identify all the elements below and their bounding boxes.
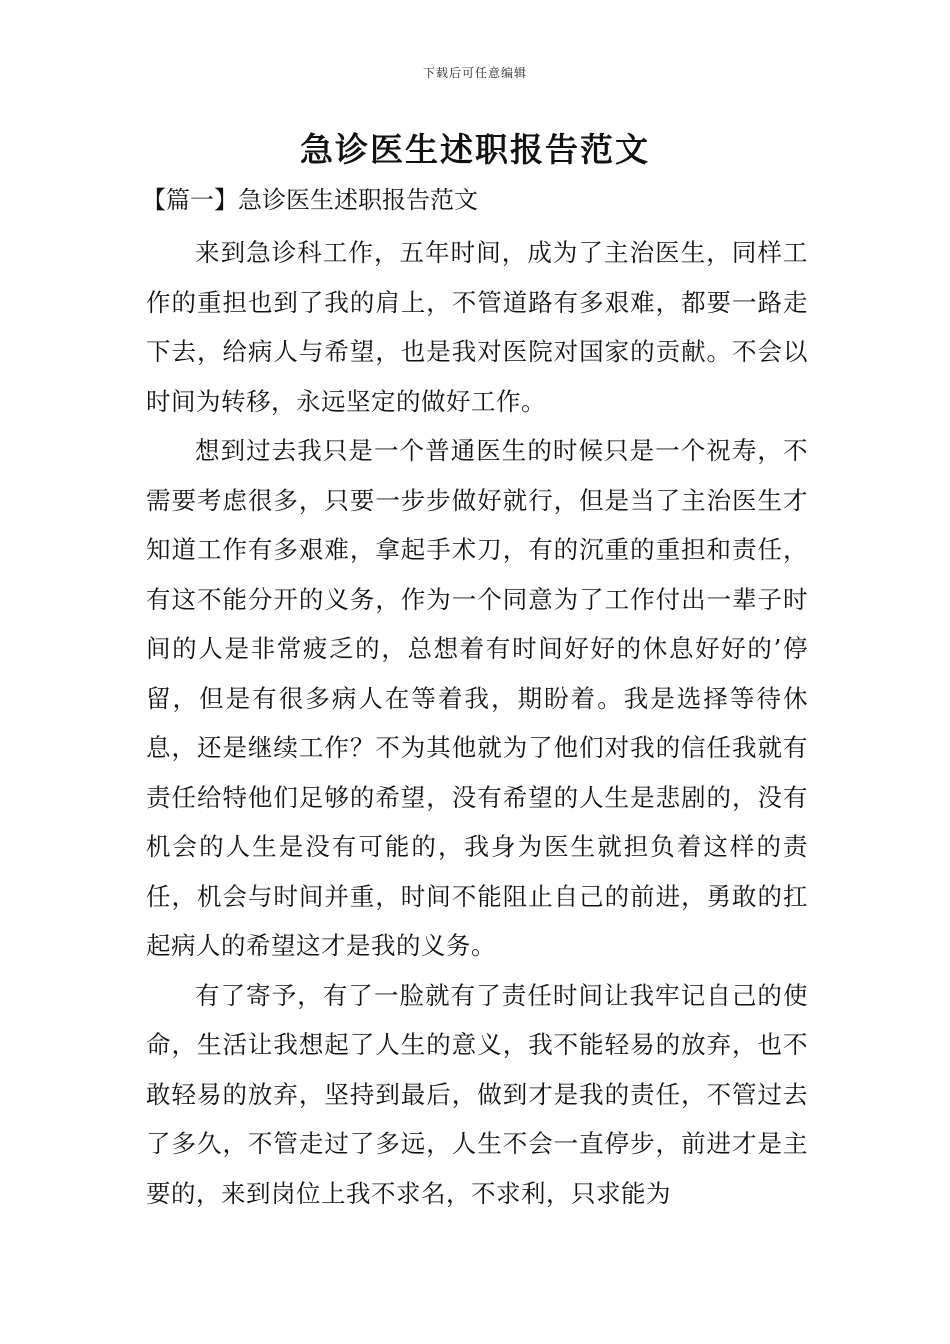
- paragraph-2: 想到过去我只是一个普通医生的时候只是一个祝寿，不需要考虑很多，只要一步步做好就行，但是当了主治医生才知道工作有多艰难，拿起手术刀，有的沉重的重担和责任，有这不能分开的义务，作为一个同意为了工作付出一辈子时间的人是非常疲乏的，总想着有时间好好的休息好好的’停留，但是有很多病人在等着我，期盼着。我是选择等待休息，还是继续工作？不为其他就为了他们对我的信任我就有责任给特他们足够的希望，没有希望的人生是悲剧的，没有机会的人生是没有可能的，我身为医生就担负着这样的责任，机会与时间并重，时间不能阻止自己的前进，勇敢的扛起病人的希望这才是我的义务。: [146, 436, 808, 960]
- document-title: 急诊医生述职报告范文: [300, 130, 650, 169]
- section-heading: 【篇一】急诊医生述职报告范文: [142, 186, 478, 214]
- paragraph-3: 有了寄予，有了一脸就有了责任时间让我牢记自己的使命，生活让我想起了人生的意义，我不能轻易的放弃，也不敢轻易的放弃，坚持到最后，做到才是我的责任，不管过去了多久，不管走过了多远，人生不会一直停步，前进才是主要的，来到岗位上我不求名，不求利，只求能为: [146, 980, 808, 1208]
- document-body: [146, 228, 808, 1218]
- header-note: 下载后可任意编辑: [422, 66, 527, 80]
- paragraph-1: 来到急诊科工作，五年时间，成为了主治医生，同样工作的重担也到了我的肩上，不管道路有多艰难，都要一路走下去，给病人与希望，也是我对医院对国家的贡献。不会以时间为转移，永远坚定的做好工作。: [146, 238, 808, 416]
